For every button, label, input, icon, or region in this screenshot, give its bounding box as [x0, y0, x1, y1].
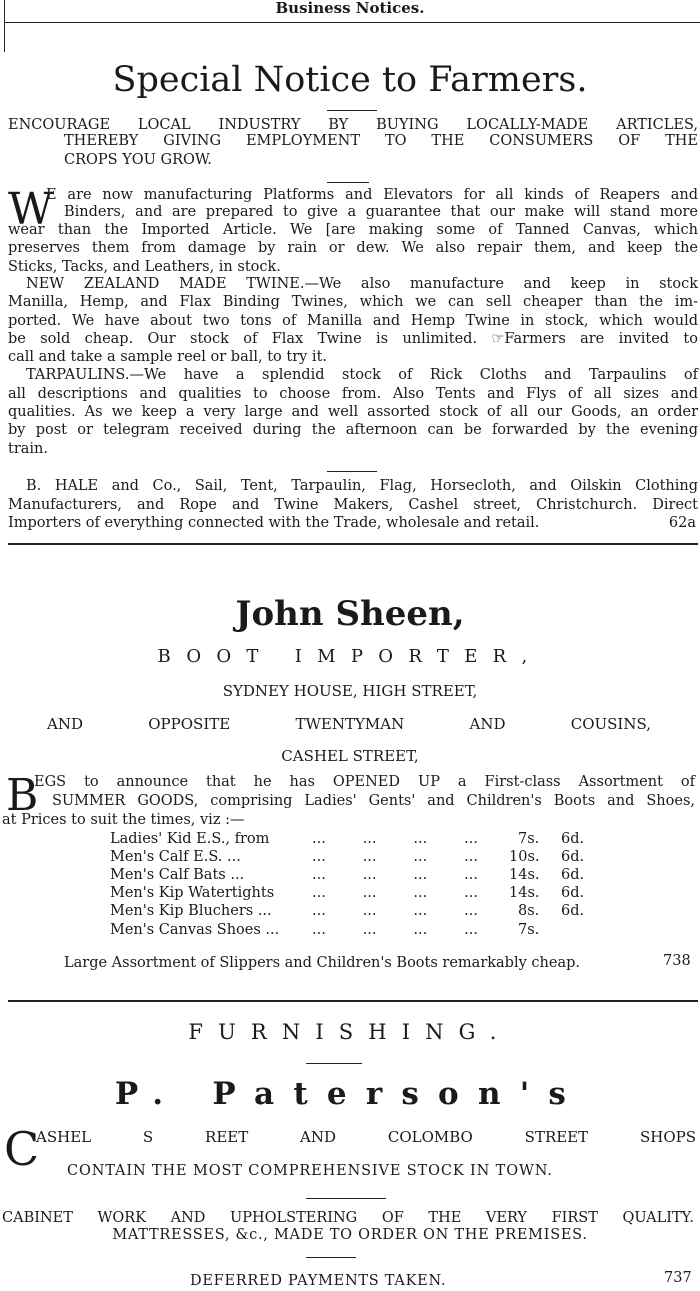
ad1-p1-line: E are now manufacturing Platforms and Elevators for all kinds of Reapers and [46, 187, 698, 203]
price-shillings: 14s. [509, 885, 540, 901]
ad2-p-line: at Prices to suit the times, viz :— [2, 812, 245, 828]
price-pence: 6d. [561, 885, 585, 901]
ad3-divider [306, 1063, 362, 1064]
ad1-p1-line: preserves them from damage by rain or dew. We also repair them, and keep the [8, 240, 698, 256]
ad3-line: CABINET WORK AND UPHOLSTERING OF THE VERY FIRST QUALITY. [2, 1210, 694, 1226]
ad2-p-line: SUMMER GOODS, comprising Ladies' Gents' and Children's Boots and Shoes, [52, 793, 695, 809]
ad1-p2-line: NEW ZEALAND MADE TWINE.—We also manufacture and keep in stock [26, 276, 698, 292]
ad1-subhead-line: THEREBY GIVING EMPLOYMENT TO THE CONSUMERS OF THE [64, 133, 698, 149]
ad1-p2-line: be sold cheap. Our stock of Flax Twine is unlimited. ☞Farmers are invited to [8, 331, 698, 347]
ad2-line: BOOT IMPORTER, [157, 646, 543, 667]
price-dots: ... ... ... ... [312, 922, 478, 938]
ad1-p3-line: qualities. As we keep a very large and well assorted stock of all our Goods, an order [8, 404, 698, 420]
price-item: Men's Calf Bats ... [110, 867, 245, 883]
ad2-footer: Large Assortment of Slippers and Children's Boots remarkably cheap. [64, 955, 580, 971]
ad1-p4-line: B. HALE and Co., Sail, Tent, Tarpaulin, Flag, Horsecloth, and Oilskin Clothing [26, 478, 698, 494]
ad2-line: AND OPPOSITE TWENTYMAN AND COUSINS, [47, 715, 651, 733]
ad1-p4-line: Importers of everything connected with the Trade, wholesale and retail. [8, 515, 540, 531]
ad3-divider [306, 1257, 356, 1258]
ad1-title-rule [327, 110, 377, 111]
price-shillings: 7s. [518, 831, 540, 847]
ad2-p-line: EGS to announce that he has OPENED UP a First-class Assortment of [34, 774, 695, 790]
price-pence: 6d. [561, 831, 585, 847]
ad2-line: CASHEL STREET, [281, 747, 419, 765]
ad1-p4-line: Manufacturers, and Rope and Twine Makers, Cashel street, Christchurch. Direct [8, 497, 698, 513]
price-dots: ... ... ... ... [312, 867, 478, 883]
ad2-name: John Sheen, [235, 594, 465, 634]
ad1-p3-line: train. [8, 441, 48, 457]
price-shillings: 14s. [509, 867, 540, 883]
price-item: Men's Calf E.S. ... [110, 849, 241, 865]
ad3-dropcap: C [4, 1122, 40, 1176]
price-pence: 6d. [561, 903, 585, 919]
ad3-line: ASHEL S REET AND COLOMBO STREET SHOPS [36, 1128, 696, 1146]
ad1-p1-line: Sticks, Tacks, and Leathers, in stock. [8, 259, 281, 275]
ad-separator [8, 1000, 698, 1002]
ad1-divider [327, 182, 369, 183]
ad3-heading: FURNISHING. [188, 1020, 512, 1044]
header-rule [4, 22, 700, 23]
price-dots: ... ... ... ... [312, 885, 478, 901]
ad1-subhead-line: CROPS YOU GROW. [64, 152, 212, 168]
ad1-p1-line: Binders, and are prepared to give a guarantee that our make will stand more [64, 204, 698, 220]
price-dots: ... ... ... ... [312, 849, 478, 865]
ad2-dropcap: B [6, 770, 39, 821]
ad3-reference: 737 [664, 1270, 692, 1286]
ad1-p3-line: by post or telegram received during the afternoon can be forwarded by the evening [8, 422, 698, 438]
ad-separator [8, 543, 698, 545]
ad1-title: Special Notice to Farmers. [112, 60, 588, 100]
ad3-name: P. Paterson's [114, 1076, 586, 1112]
price-dots: ... ... ... ... [312, 903, 478, 919]
price-dots: ... ... ... ... [312, 831, 478, 847]
ad1-dropcap: W [8, 184, 54, 235]
ad1-p3-line: all descriptions and qualities to choose from. Also Tents and Flys of all sizes and [8, 386, 698, 402]
ad1-p2-line: call and take a sample reel or ball, to try it. [8, 349, 327, 365]
price-item: Men's Canvas Shoes ... [110, 922, 280, 938]
price-item: Ladies' Kid E.S., from [110, 831, 270, 847]
price-pence: 6d. [561, 849, 585, 865]
price-item: Men's Kip Watertights [110, 885, 275, 901]
ad3-line: DEFERRED PAYMENTS TAKEN. [190, 1273, 447, 1289]
price-item: Men's Kip Bluchers ... [110, 903, 272, 919]
price-shillings: 8s. [518, 903, 540, 919]
ad1-divider [327, 471, 377, 472]
ad1-p1-line: wear than the Imported Article. We [are making some of Tanned Canvas, which [8, 222, 698, 238]
price-shillings: 7s. [518, 922, 540, 938]
section-header: Business Notices. [275, 0, 425, 17]
ad1-subhead-line: ENCOURAGE LOCAL INDUSTRY BY BUYING LOCALLY-MADE ARTICLES, [8, 117, 698, 133]
ad3-divider [306, 1198, 386, 1199]
ad1-p2-line: ported. We have about two tons of Manilla and Hemp Twine in stock, which would [8, 313, 698, 329]
ad1-p2-line: Manilla, Hemp, and Flax Binding Twines, which we can sell cheaper than the im- [8, 294, 698, 310]
ad1-reference: 62a [668, 515, 696, 531]
ad3-line: CONTAIN THE MOST COMPREHENSIVE STOCK IN TOWN. [67, 1163, 553, 1179]
price-shillings: 10s. [509, 849, 540, 865]
ad3-line: MATTRESSES, &c., MADE TO ORDER ON THE PREMISES. [112, 1227, 588, 1243]
ad2-reference: 738 [663, 953, 691, 969]
price-pence: 6d. [561, 867, 585, 883]
ad2-line: SYDNEY HOUSE, HIGH STREET, [222, 682, 478, 700]
ad1-p3-line: TARPAULINS.—We have a splendid stock of Rick Cloths and Tarpaulins of [26, 367, 698, 383]
